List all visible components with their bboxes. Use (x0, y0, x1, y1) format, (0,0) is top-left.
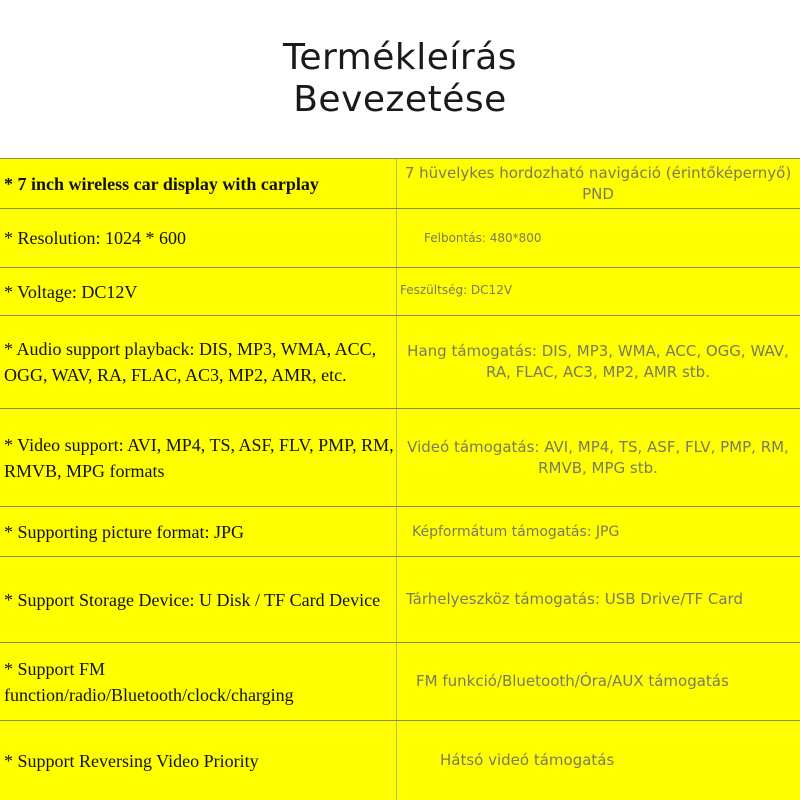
spec-row-fm (0, 642, 800, 720)
spec-hu-voltage: Feszültség: DC12V (400, 283, 513, 297)
spec-row-display (0, 158, 800, 208)
page-header (0, 0, 800, 158)
column-divider (396, 268, 397, 315)
spec-en-display: * 7 inch wireless car display with carplay (4, 173, 319, 194)
spec-hu-display: 7 hüvelykes hordozható navigáció (érintőképernyő) PND (404, 163, 792, 203)
spec-row-audio (0, 315, 800, 408)
spec-row-voltage (0, 267, 800, 315)
spec-row-storage (0, 556, 800, 642)
spec-table (0, 158, 800, 800)
column-divider (396, 507, 397, 556)
spec-hu-picture: Képformátum támogatás: JPG (412, 523, 620, 540)
spec-en-audio: * Audio support playback: DIS, MP3, WMA, ACC, OGG, WAV, RA, FLAC, AC3, MP2, AMR, etc. (4, 339, 377, 385)
spec-en-voltage: * Voltage: DC12V (4, 281, 138, 302)
column-divider (396, 159, 397, 208)
column-divider (396, 209, 397, 267)
spec-en-fm: * Support FM function/radio/Bluetooth/clock/charging (4, 658, 294, 705)
spec-row-resolution (0, 208, 800, 267)
spec-hu-video: Videó támogatás: AVI, MP4, TS, ASF, FLV, PMP, RM, RMVB, MPG stb. (407, 437, 789, 477)
spec-en-resolution: * Resolution: 1024 * 600 (4, 228, 187, 248)
spec-hu-resolution: Felbontás: 480*800 (424, 231, 542, 245)
spec-row-reversing (0, 720, 800, 800)
column-divider (396, 721, 397, 800)
column-divider (396, 316, 397, 408)
page-title-line-2: Bevezetése (293, 79, 507, 120)
spec-hu-reversing: Hátsó videó támogatás (440, 751, 615, 769)
spec-en-reversing: * Support Reversing Video Priority (4, 750, 259, 771)
column-divider (396, 557, 397, 642)
column-divider (396, 409, 397, 506)
spec-hu-fm: FM funkció/Bluetooth/Óra/AUX támogatás (416, 672, 729, 690)
spec-hu-audio: Hang támogatás: DIS, MP3, WMA, ACC, OGG, WAV, RA, FLAC, AC3, MP2, AMR stb. (407, 342, 789, 381)
spec-row-picture (0, 506, 800, 556)
page-title-line-1: Termékleírás (282, 37, 518, 78)
column-divider (396, 643, 397, 720)
spec-row-video (0, 408, 800, 506)
spec-en-video: * Video support: AVI, MP4, TS, ASF, FLV, PMP, RM, RMVB, MPG formats (4, 434, 394, 481)
spec-hu-storage: Tárhelyeszköz támogatás: USB Drive/TF Card (406, 590, 743, 608)
spec-en-storage: * Support Storage Device: U Disk / TF Card Device (4, 589, 381, 610)
spec-en-picture: * Supporting picture format: JPG (4, 521, 244, 542)
